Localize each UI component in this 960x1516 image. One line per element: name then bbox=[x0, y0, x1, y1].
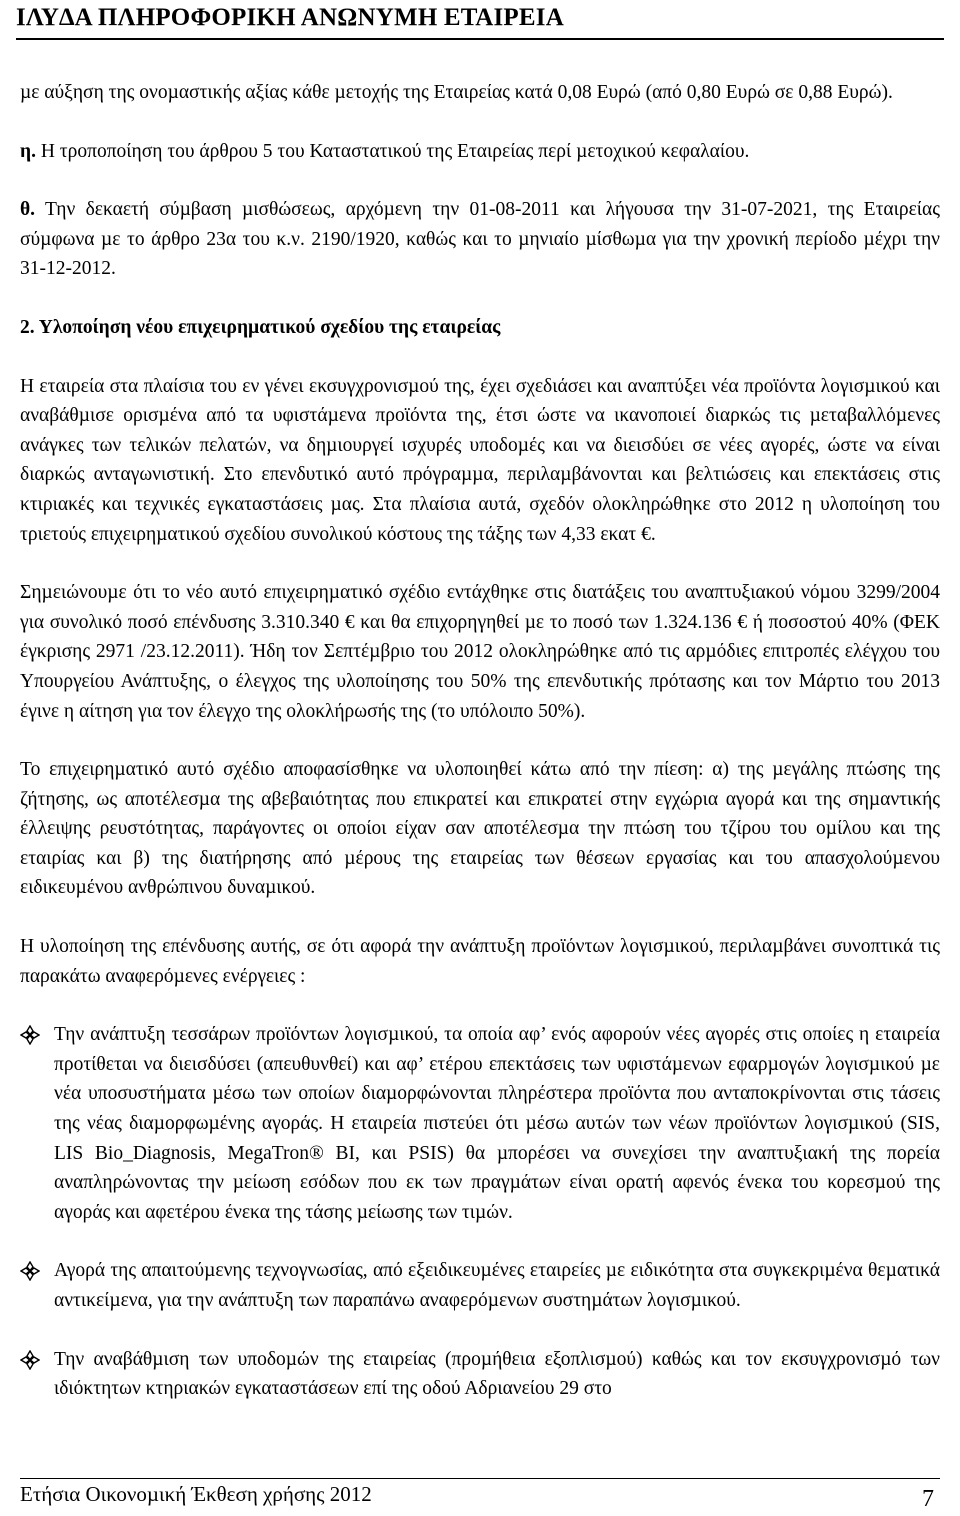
paragraph: Η υλοποίηση της επένδυσης αυτής, σε ότι αφορά την ανάπτυξη προϊόντων λογισµικού, περιλαµβάνει συνοπτικά τις παρακάτω αναφερόµενες ενέργειες : bbox=[20, 936, 940, 987]
item-eta-label: η. bbox=[20, 140, 36, 162]
item-theta-label: θ. bbox=[20, 199, 36, 221]
bullet-item bbox=[20, 1020, 940, 1227]
diamond-bullet-icon bbox=[20, 1350, 40, 1370]
bullet-text: Αγορά της απαιτούµενης τεχνογνωσίας, από εξειδικευµένες εταιρείες µε ειδικότητα στα συγκεκριµένα θεµατικά αντικείµενα, για την ανάπτυξη των παραπάνω αναφερόµενων συστηµάτων λογισµικού. bbox=[54, 1260, 940, 1311]
paragraph: Σηµειώνουµε ότι το νέο αυτό επιχειρηµατικό σχέδιο εντάχθηκε στις διατάξεις του αναπτυξιακού νόµου 3299/2004 για συνολικό ποσό επένδυσης 3.310.340 € και θα επιχορηγηθεί µε το ποσό των 1.324.136 € ή ποσοστού 40% (ΦΕΚ έγκρισης 2971 /23.12.2011). Ήδη τον Σεπτέµβριο του 2012 ολοκληρώθηκε από τις αρµόδιες επιτροπές ελέγχου του Υπουργείου Ανάπτυξης, ο έλεγχος της υλοποίησης του 50% της επενδυτικής πρότασης και τον Μάρτιο του 2013 έγινε η αίτηση για τον έλεγχο της ολοκλήρωσής της (το υπόλοιπο 50%). bbox=[20, 582, 940, 722]
page-header bbox=[16, 0, 944, 38]
page-number: 7 bbox=[922, 1486, 934, 1512]
header-divider bbox=[16, 38, 944, 40]
footer-report-title: Ετήσια Οικονοµική Έκθεση χρήσης 2012 bbox=[20, 1482, 372, 1506]
paragraph: Η εταιρεία στα πλαίσια του εν γένει εκσυγχρονισµού της, έχει σχεδιάσει και αναπτύξει νέα προϊόντα λογισµικού και αναβάθµισε ορισµένα από τα υφιστάµενα προϊόντα της, έτσι ώστε να ικανοποιεί διαρκώς τις µεταβαλλόµενες ανάγκες των τελικών πελατών, να δηµιουργεί ισχυρές υποδοµές και να διεισδύει σε νέες αγορές, ώστε να είναι διαρκώς ανταγωνιστική. Στο επενδυτικό αυτό πρόγραµµα, περιλαµβάνονται και βελτιώσεις και επεκτάσεις στις κτιριακές και τεχνικές εγκαταστάσεις µας. Στα πλαίσια αυτά, σχεδόν ολοκληρώθηκε στο 2012 η υλοποίηση του τριετούς επιχειρηµατικού σχεδίου συνολικού κόστους της τάξης των 4,33 εκατ €. bbox=[20, 375, 940, 545]
item-theta bbox=[20, 195, 940, 284]
diamond-bullet-icon bbox=[20, 1025, 40, 1045]
document-body bbox=[20, 78, 940, 1433]
bullet-text: Την αναβάθµιση των υποδοµών της εταιρείας (προµήθεια εξοπλισµού) καθώς και τον εκσυγχρονισµό των ιδιόκτητων κτηριακών εγκαταστάσεων επί της οδού Αδριανείου 29 στο bbox=[54, 1348, 940, 1400]
bullet-text: Την ανάπτυξη τεσσάρων προϊόντων λογισµικού, τα οποία αφ’ ενός αφορούν νέες αγορές στις οποίες η εταιρεία προτίθεται να διεισδύσει (απευθυνθεί) και αφ’ ετέρου επεκτάσεις των υφιστάµενων εφαρµογών λογισµικού µε νέα υποσυστήµατα µέσω των οποίων διαµορφώνονται πληρέστερα προϊόντα που ανταποκρίνονται στις τάσεις της νέας διαµορφωµένης αγοράς. Η εταιρεία πιστεύει ότι µέσω αυτών των νέων προϊόντων λογισµικού (SIS, LIS Bio_Diagnosis, MegaTron® BI, και PSIS) θα µπορέσει να συνεχίσει την αναπτυξιακή της πορεία αναπληρώνοντας την µείωση εσόδων που εκ των πραγµάτων είναι ορατή αφενός ένεκα του κορεσµού της αγοράς και αφετέρου ένεκα της τάσης µείωσης των τιµών. bbox=[54, 1024, 940, 1223]
diamond-bullet-icon bbox=[20, 1261, 40, 1281]
item-eta-text: Η τροποποίηση του άρθρου 5 του Καταστατικού της Εταιρείας περί µετοχικού κεφαλαίου. bbox=[35, 140, 750, 162]
item-eta bbox=[20, 137, 940, 167]
page-footer bbox=[20, 1478, 940, 1514]
intro-paragraph: µε αύξηση της ονοµαστικής αξίας κάθε µετοχής της Εταιρείας κατά 0,08 Ευρώ (από 0,80 Ευρώ σε 0,88 Ευρώ). bbox=[20, 82, 893, 103]
bullet-item bbox=[20, 1256, 940, 1315]
section-heading: 2. Υλοποίηση νέου επιχειρηµατικού σχεδίου της εταιρείας bbox=[20, 316, 501, 338]
footer-divider bbox=[20, 1478, 940, 1479]
company-title: ΙΛΥ∆Α ΠΛΗΡΟΦΟΡΙΚΗ ΑΝΩΝΥΜΗ ΕΤΑΙΡΕΙΑ bbox=[16, 4, 564, 31]
bullet-item bbox=[20, 1345, 940, 1404]
item-theta-text: Την δεκαετή σύµβαση µισθώσεως, αρχόµενη την 01-08-2011 και λήγουσα την 31-07-2021, της Εταιρείας σύµφωνα µε το άρθρο 23α του κ.ν. 2190/1920, καθώς και το µηνιαίο µίσθωµα για την χρονική περίοδο µέχρι την 31-12-2012. bbox=[20, 199, 940, 280]
paragraph: Το επιχειρηµατικό αυτό σχέδιο αποφασίσθηκε να υλοποιηθεί κάτω από την πίεση: α) της µεγάλης πτώσης της ζήτησης, ως αποτέλεσµα της αβεβαιότητας που επικρατεί και επικρατεί στην εγχώρια αγορά και της σηµαντικής έλλειψης ρευστότητας, παράγοντες οι οποίοι είχαν σαν αποτέλεσµα την πτώση του τζίρου του οµίλου και της εταιρίας και β) της διατήρησης από µέρους της εταιρείας των θέσεων εργασίας και του απασχολούµενου ειδικευµένου ανθρώπινου δυναµικού. bbox=[20, 759, 940, 899]
